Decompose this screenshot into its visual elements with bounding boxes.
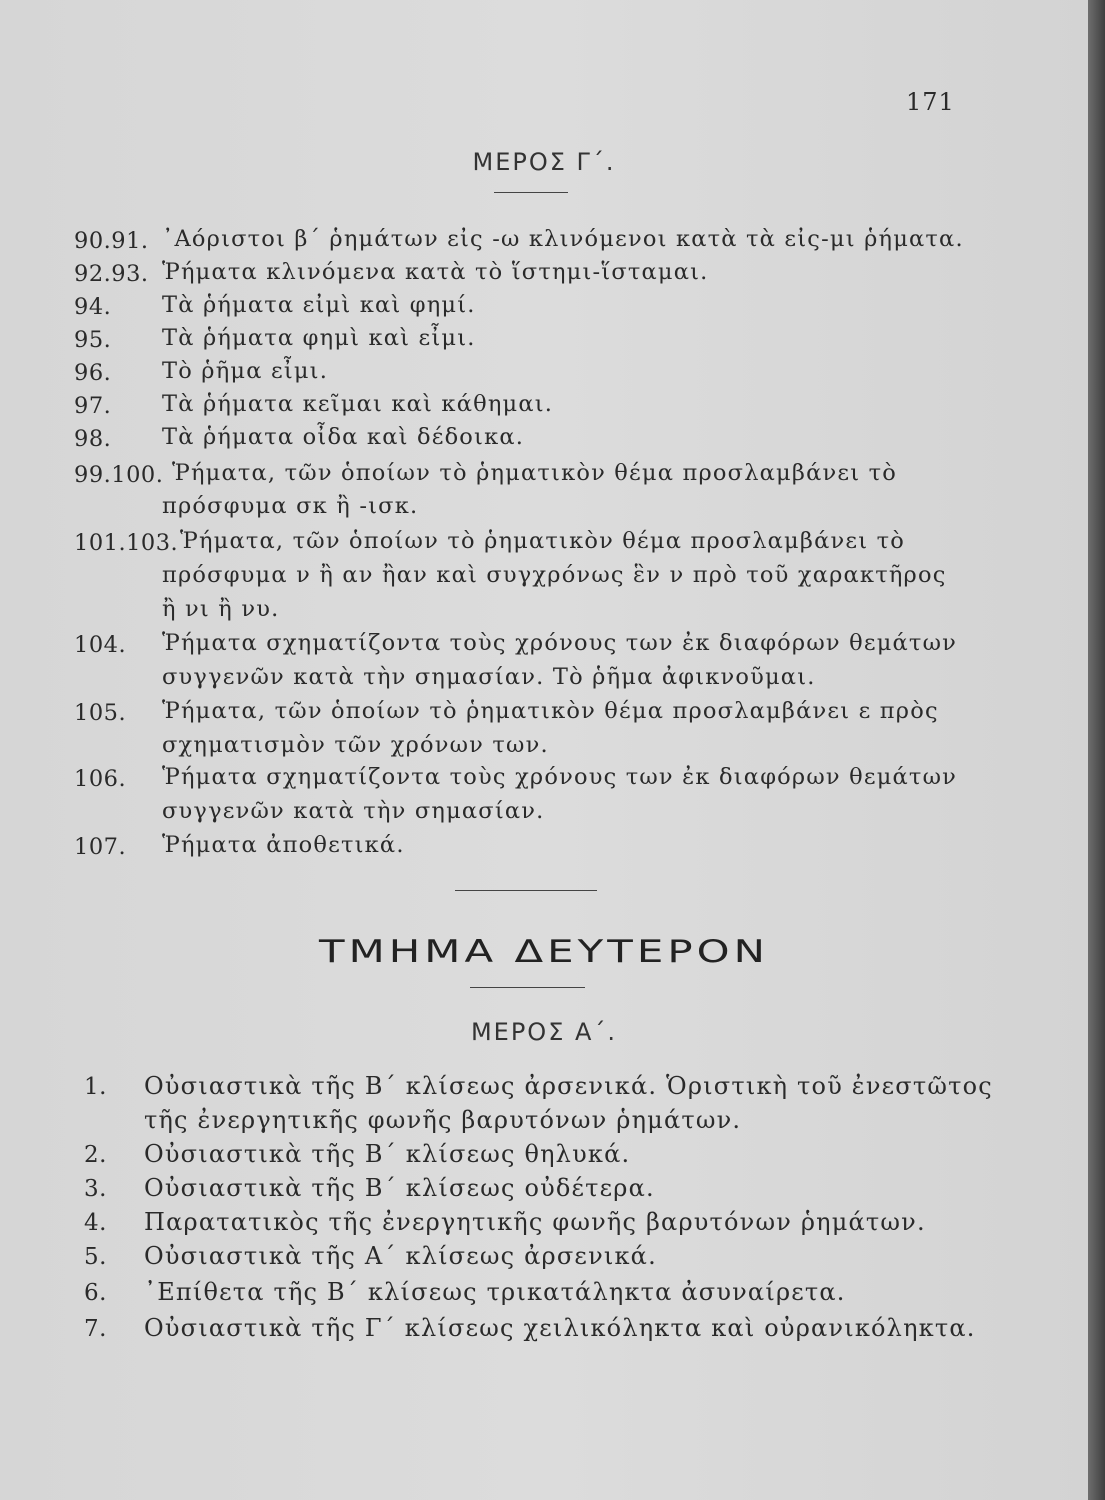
section-title: ΤΜΗΜΑ ΔΕΥΤΕΡΟΝ bbox=[318, 934, 770, 970]
part-g-heading: ΜΕΡΟΣ Γ΄. bbox=[472, 148, 616, 176]
entry-text: Οὐσιαστικὰ τῆς Β΄ κλίσεως θηλυκά. bbox=[144, 1140, 631, 1168]
page-edge-shadow bbox=[1088, 0, 1105, 1500]
entry-text: ᾿Επίθετα τῆς Β΄ κλίσεως τρικατάληκτα ἀσυναίρετα. bbox=[144, 1278, 846, 1306]
entry-text: ᾿Αόριστοι β΄ ῥημάτων εἰς -ω κλινόμενοι κατὰ τὰ εἰς-μι ῥήματα. bbox=[162, 226, 964, 252]
entry-text: Ῥήματα, τῶν ὁποίων τὸ ῥηματικὸν θέμα προσλαμβάνει τὸ bbox=[180, 528, 905, 554]
entry-text: συγγενῶν κατὰ τὴν σημασίαν. Τὸ ῥῆμα ἀφικνοῦμαι. bbox=[162, 664, 816, 690]
entry-text: Οὐσιαστικὰ τῆς Γ΄ κλίσεως χειλικόληκτα καὶ οὐρανικόληκτα. bbox=[144, 1314, 976, 1342]
entry-text: πρόσφυμα ν ἢ αν ἢαν καὶ συγχρόνως ἓν ν πρὸ τοῦ χαρακτῆρος bbox=[162, 562, 947, 588]
entry-text: Τὰ ῥήματα εἰμὶ καὶ φημί. bbox=[162, 292, 476, 318]
entry-number: 2. bbox=[84, 1142, 107, 1168]
title-rule bbox=[470, 987, 585, 988]
entry-text: Οὐσιαστικὰ τῆς Β΄ κλίσεως οὐδέτερα. bbox=[144, 1174, 655, 1202]
entry-number: 95. bbox=[74, 327, 112, 353]
entry-text: Οὐσιαστικὰ τῆς Β΄ κλίσεως ἀρσενικά. Ὁριστικὴ τοῦ ἐνεστῶτος bbox=[144, 1072, 993, 1100]
entry-text: Ῥήματα σχηματίζοντα τοὺς χρόνους των ἐκ διαφόρων θεμάτων bbox=[162, 630, 958, 656]
entry-text: Ῥήματα σχηματίζοντα τοὺς χρόνους των ἐκ διαφόρων θεμάτων bbox=[162, 764, 958, 790]
entry-text: Παρατατικὸς τῆς ἐνεργητικῆς φωνῆς βαρυτόνων ῥημάτων. bbox=[144, 1208, 926, 1236]
entry-text: ἢ νι ἢ νυ. bbox=[162, 596, 280, 622]
entry-text: σχηματισμὸν τῶν χρόνων των. bbox=[162, 732, 549, 758]
entry-number: 96. bbox=[74, 360, 112, 386]
entry-text: Τὰ ῥήματα οἶδα καὶ δέδοικα. bbox=[162, 424, 525, 450]
entry-number: 4. bbox=[84, 1210, 107, 1236]
entry-text: Τὰ ῥήματα κεῖμαι καὶ κάθημαι. bbox=[162, 391, 554, 417]
entry-text: Τὰ ῥήματα φημὶ καὶ εἶμι. bbox=[162, 325, 476, 351]
entry-number: 7. bbox=[84, 1316, 107, 1342]
entry-number: 101.103. bbox=[74, 530, 179, 556]
entry-text: Οὐσιαστικὰ τῆς Α΄ κλίσεως ἀρσενικά. bbox=[144, 1242, 657, 1270]
entry-number: 106. bbox=[74, 766, 127, 792]
entry-number: 90.91. bbox=[74, 228, 149, 254]
entry-number: 92.93. bbox=[74, 261, 149, 287]
part-a-heading: ΜΕΡΟΣ Α΄. bbox=[470, 1018, 618, 1046]
entry-number: 1. bbox=[84, 1074, 107, 1100]
entry-number: 5. bbox=[84, 1244, 107, 1270]
entry-text: Ῥήματα, τῶν ὁποίων τὸ ῥηματικὸν θέμα προσλαμβάνει ε πρὸς bbox=[162, 698, 939, 724]
entry-number: 105. bbox=[74, 700, 127, 726]
heading-rule bbox=[494, 192, 568, 193]
entry-text: Ῥήματα ἀποθετικά. bbox=[162, 832, 405, 858]
entry-number: 98. bbox=[74, 426, 112, 452]
entry-number: 97. bbox=[74, 393, 112, 419]
entry-number: 107. bbox=[74, 834, 127, 860]
entry-text: Ῥήματα κλινόμενα κατὰ τὸ ἵστημι-ἵσταμαι. bbox=[162, 259, 709, 285]
entry-number: 3. bbox=[84, 1176, 107, 1202]
entry-text: Ῥήματα, τῶν ὁποίων τὸ ῥηματικὸν θέμα προσλαμβάνει τὸ bbox=[172, 460, 897, 486]
entry-number: 104. bbox=[74, 632, 127, 658]
entry-number: 6. bbox=[84, 1280, 107, 1306]
entry-text: Τὸ ῥῆμα εἶμι. bbox=[162, 358, 329, 384]
entry-text: τῆς ἐνεργητικῆς φωνῆς βαρυτόνων ῥημάτων. bbox=[144, 1106, 742, 1134]
entry-text: συγγενῶν κατὰ τὴν σημασίαν. bbox=[162, 798, 545, 824]
page-number: 171 bbox=[906, 88, 955, 116]
entry-number: 99.100. bbox=[74, 462, 164, 488]
entry-text: πρόσφυμα σκ ἢ -ισκ. bbox=[162, 493, 419, 519]
section-rule bbox=[455, 890, 597, 891]
entry-number: 94. bbox=[74, 294, 112, 320]
